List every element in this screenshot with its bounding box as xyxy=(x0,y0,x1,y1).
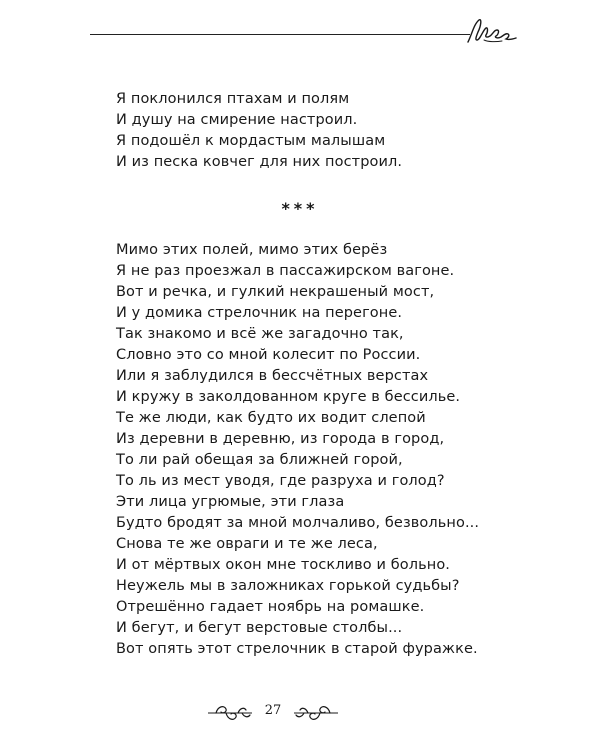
poem-line: Так знакомо и всё же загадочно так, xyxy=(116,326,404,342)
poem-line: И из песка ковчег для них построил. xyxy=(116,154,403,170)
flourish-ornament-icon xyxy=(466,16,518,46)
poem-line: Я не раз проезжал в пассажирском вагоне. xyxy=(116,263,455,279)
poem-line: То ль из мест уводя, где разруха и голод? xyxy=(116,473,445,489)
poem-line: Снова те же овраги и те же леса, xyxy=(116,536,378,552)
header-rule xyxy=(90,34,470,35)
page-number: 27 xyxy=(264,703,282,718)
poem-line: Я поклонился птахам и полям xyxy=(116,91,350,107)
poem-line: Из деревни в деревню, из города в город, xyxy=(116,431,445,447)
poem-line: И кружу в заколдованном круге в бессилье. xyxy=(116,389,461,405)
poem-line: Я подошёл к мордастым малышам xyxy=(116,133,386,149)
poem-line: Будто бродят за мной молчаливо, безвольно... xyxy=(116,515,480,531)
poem-line: То ли рай обещая за ближней горой, xyxy=(116,452,403,468)
leaf-flourish-left-icon xyxy=(206,702,256,724)
poem-line: И бегут, и бегут верстовые столбы... xyxy=(116,620,403,636)
poem-line: И от мёртвых окон мне тоскливо и больно. xyxy=(116,557,451,573)
poem-line: Мимо этих полей, мимо этих берёз xyxy=(116,242,388,258)
poem-line: Отрешённо гадает ноябрь на ромашке. xyxy=(116,599,425,615)
page-footer xyxy=(0,700,600,724)
stanza-1 xyxy=(116,89,402,173)
poem-line: Или я заблудился в бессчётных верстах xyxy=(116,368,429,384)
poem-line: Вот опять этот стрелочник в старой фуражке. xyxy=(116,641,478,657)
stanza-2 xyxy=(116,240,479,660)
poem-line: Эти лица угрюмые, эти глаза xyxy=(116,494,345,510)
poem-line: И у домика стрелочник на перегоне. xyxy=(116,305,403,321)
poem-line: Неужель мы в заложниках горькой судьбы? xyxy=(116,578,460,594)
leaf-flourish-right-icon xyxy=(290,702,340,724)
poem-line: И душу на смирение настроил. xyxy=(116,112,358,128)
poem-line: Вот и речка, и гулкий некрашеный мост, xyxy=(116,284,435,300)
stanza-separator: *** xyxy=(281,199,319,218)
poem-line: Словно это со мной колесит по России. xyxy=(116,347,421,363)
poem-line: Те же люди, как будто их водит слепой xyxy=(116,410,426,426)
